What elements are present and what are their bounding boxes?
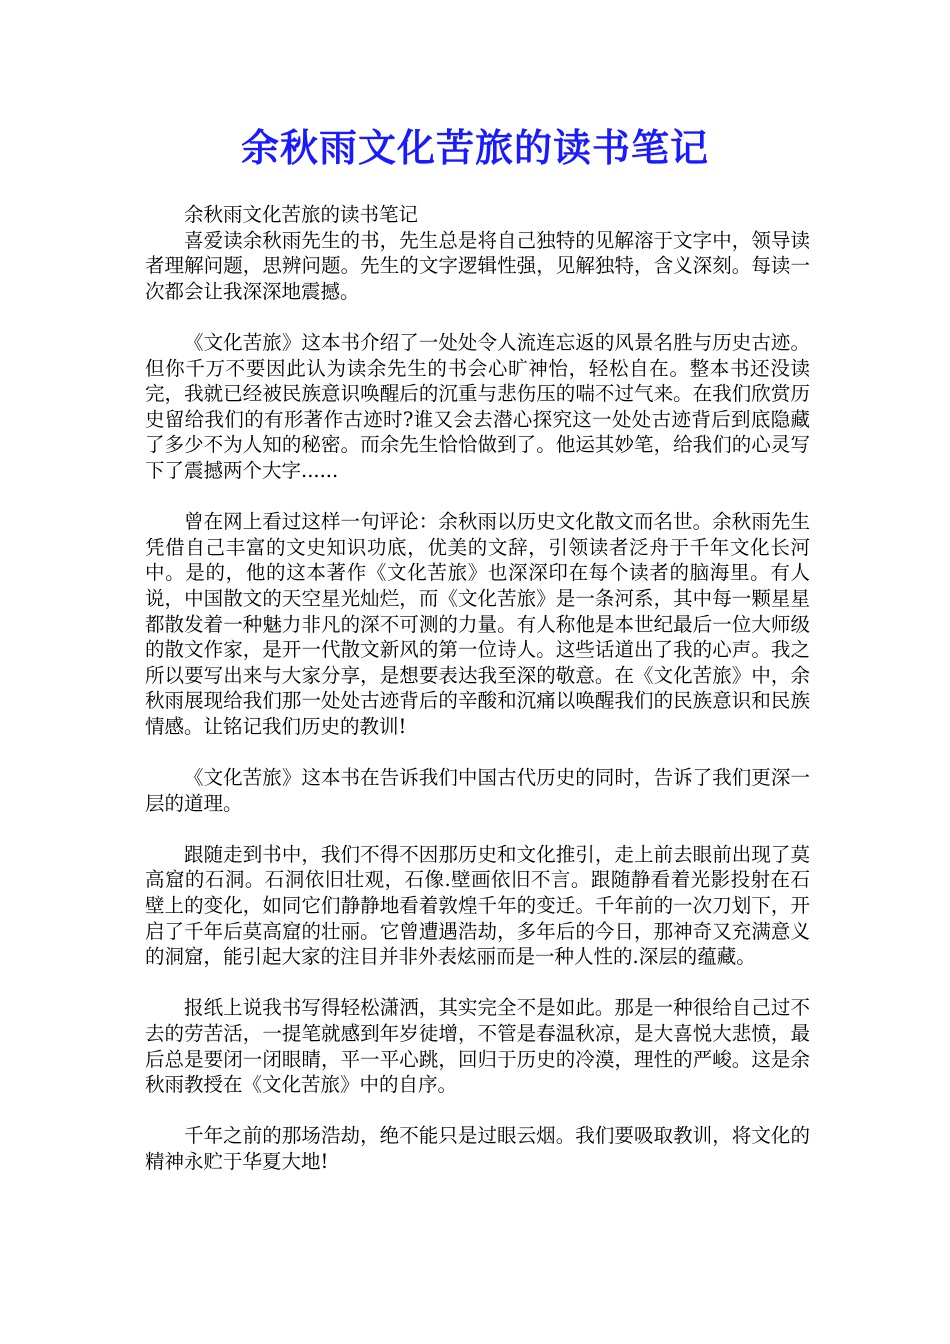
paragraph: 千年之前的那场浩劫，绝不能只是过眼云烟。我们要吸取教训，将文化的精神永贮于华夏大地! [145, 1124, 810, 1173]
document-subtitle: 余秋雨文化苦旅的读书笔记 [184, 203, 419, 226]
paragraph: 跟随走到书中，我们不得不因那历史和文化推引，走上前去眼前出现了莫高窟的石洞。石洞依旧壮观，石像.壁画依旧不言。跟随静看着光影投射在石壁上的变化，如同它们静静地看着敦煌千年的变迁。千年前的一次刀划下，开启了千年后莫高窟的壮丽。它曾遭遇浩劫，多年后的今日，那神奇又充满意义的洞窟，能引起大家的注目并非外表炫丽而是一种人性的.深层的蕴藏。 [145, 842, 810, 969]
document-title: 余秋雨文化苦旅的读书笔记 [240, 125, 709, 170]
paragraph: 曾在网上看过这样一句评论：余秋雨以历史文化散文而名世。余秋雨先生凭借自己丰富的文史知识功底，优美的文辞，引领读者泛舟于千年文化长河中。是的，他的这本著作《文化苦旅》也深深印在每个读者的脑海里。有人说，中国散文的天空星光灿烂，而《文化苦旅》是一条河系，其中每一颗星星都散发着一种魅力非凡的深不可测的力量。有人称他是本世纪最后一位大师级的散文作家，是开一代散文新风的第一位诗人。这些话道出了我的心声。我之所以要写出来与大家分享，是想要表达我至深的敬意。在《文化苦旅》中，余秋雨展现给我们那一处处古迹背后的辛酸和沉痛以唤醒我们的民族意识和民族情感。让铭记我们历史的教训! [145, 510, 810, 738]
document-body [145, 202, 810, 1175]
paragraph: 报纸上说我书写得轻松潇洒，其实完全不是如此。那是一种很给自己过不去的劳苦活，一提笔就感到年岁徒增，不管是春温秋凉，是大喜悦大悲愤，最后总是要闭一闭眼睛，平一平心跳，回归于历史的冷漠，理性的严峻。这是余秋雨教授在《文化苦旅》中的自序。 [145, 996, 810, 1097]
paragraph: 《文化苦旅》这本书介绍了一处处令人流连忘返的风景名胜与历史古迹。但你千万不要因此认为读余先生的书会心旷神怡，轻松自在。整本书还没读完，我就已经被民族意识唤醒后的沉重与悲伤压的喘不过气来。在我们欣赏历史留给我们的有形著作古迹时?谁又会去潜心探究这一处处古迹背后到底隐藏了多少不为人知的秘密。而余先生恰恰做到了。他运其妙笔，给我们的心灵写下了震撼两个大字...... [145, 330, 810, 482]
paragraph: 《文化苦旅》这本书在告诉我们中国古代历史的同时，告诉了我们更深一层的道理。 [145, 766, 810, 815]
paragraph: 喜爱读余秋雨先生的书，先生总是将自己独特的见解溶于文字中，领导读者理解问题，思辨问题。先生的文字逻辑性强，见解独特，含义深刻。每读一次都会让我深深地震撼。 [145, 228, 810, 303]
